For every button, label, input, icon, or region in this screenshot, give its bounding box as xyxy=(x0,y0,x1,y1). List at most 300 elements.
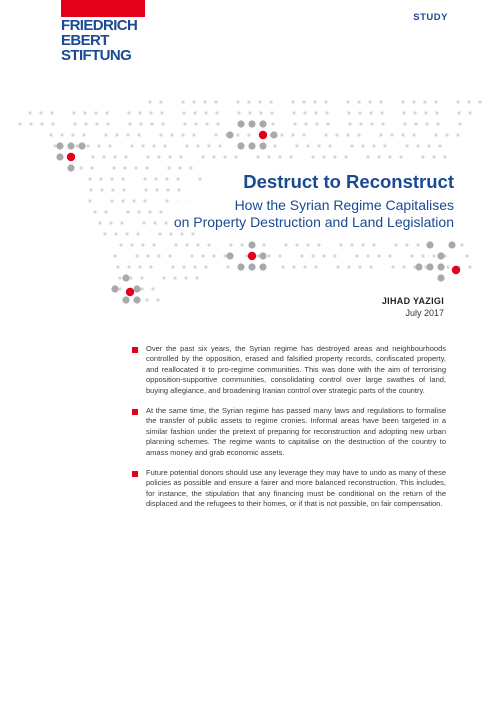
map-dot xyxy=(97,144,100,147)
map-dot xyxy=(153,221,156,224)
map-dot xyxy=(181,133,184,136)
map-dot xyxy=(457,111,460,114)
map-cluster-dot xyxy=(226,252,233,259)
map-dot xyxy=(236,133,239,136)
map-dot xyxy=(300,254,303,257)
map-cluster-dot xyxy=(111,285,118,292)
map-dot xyxy=(368,100,371,103)
map-dot xyxy=(421,254,424,257)
map-dot xyxy=(168,155,171,158)
map-highlight-dot xyxy=(126,288,134,296)
map-dot xyxy=(223,155,226,158)
map-dot xyxy=(193,265,196,268)
map-dot xyxy=(267,254,270,257)
map-dot xyxy=(317,144,320,147)
map-cluster-dot xyxy=(259,120,266,127)
logo-line-3: STIFTUNG xyxy=(61,47,132,64)
map-dot xyxy=(60,133,63,136)
map-dot xyxy=(240,243,243,246)
map-dot xyxy=(49,133,52,136)
map-dot xyxy=(348,122,351,125)
map-cluster-dot xyxy=(259,252,266,259)
map-dot xyxy=(405,243,408,246)
map-dot xyxy=(196,243,199,246)
map-dot xyxy=(271,122,274,125)
map-dot xyxy=(159,210,162,213)
map-dot xyxy=(103,232,106,235)
map-dot xyxy=(75,144,78,147)
map-dot xyxy=(216,122,219,125)
map-dot xyxy=(465,254,468,257)
map-dot xyxy=(361,243,364,246)
map-dot xyxy=(291,133,294,136)
map-cluster-dot xyxy=(248,142,255,149)
map-dot xyxy=(302,133,305,136)
logo-line-2: EBERT xyxy=(61,32,109,49)
map-dot xyxy=(325,111,328,114)
map-dot xyxy=(123,166,126,169)
map-dot xyxy=(193,111,196,114)
map-cluster-dot xyxy=(248,241,255,248)
map-dot xyxy=(218,144,221,147)
map-dot xyxy=(152,144,155,147)
map-dot xyxy=(425,122,428,125)
map-dot xyxy=(416,243,419,246)
map-dot xyxy=(432,254,435,257)
map-highlight-dot xyxy=(248,252,256,260)
map-dot xyxy=(207,243,210,246)
map-cluster-dot xyxy=(237,263,244,270)
map-dot xyxy=(100,188,103,191)
map-dot xyxy=(262,243,265,246)
map-dot xyxy=(372,144,375,147)
map-dot xyxy=(168,254,171,257)
map-dot xyxy=(163,144,166,147)
map-cluster-dot xyxy=(248,263,255,270)
map-dot xyxy=(141,144,144,147)
map-dot xyxy=(152,243,155,246)
map-dot xyxy=(322,155,325,158)
map-dot xyxy=(270,111,273,114)
map-dot xyxy=(40,122,43,125)
map-dot xyxy=(333,254,336,257)
map-dot xyxy=(344,155,347,158)
map-dot xyxy=(207,144,210,147)
map-dot xyxy=(295,243,298,246)
map-dot xyxy=(201,155,204,158)
map-dot xyxy=(128,122,131,125)
map-dot xyxy=(94,111,97,114)
map-dot xyxy=(121,199,124,202)
bullet-square-icon xyxy=(132,471,138,477)
map-dot xyxy=(366,155,369,158)
map-dot xyxy=(112,166,115,169)
map-dot xyxy=(118,276,121,279)
map-cluster-dot xyxy=(133,296,140,303)
map-dot xyxy=(137,133,140,136)
map-dot xyxy=(126,133,129,136)
map-dot xyxy=(91,155,94,158)
map-dot xyxy=(212,254,215,257)
map-dot xyxy=(234,155,237,158)
map-dot xyxy=(435,111,438,114)
map-dot xyxy=(335,133,338,136)
map-dot xyxy=(116,265,119,268)
map-dot xyxy=(369,265,372,268)
map-dot xyxy=(412,133,415,136)
map-dot xyxy=(205,122,208,125)
subtitle-line-1: How the Syrian Regime Capitalises xyxy=(234,197,454,213)
map-dot xyxy=(181,100,184,103)
map-dot xyxy=(142,221,145,224)
summary-bullet xyxy=(118,406,446,458)
map-dot xyxy=(185,144,188,147)
map-dot xyxy=(114,232,117,235)
map-dot xyxy=(122,188,125,191)
map-dot xyxy=(29,122,32,125)
map-dot xyxy=(369,111,372,114)
map-dot xyxy=(247,133,250,136)
map-dot xyxy=(165,177,168,180)
map-dot xyxy=(79,166,82,169)
map-dot xyxy=(412,100,415,103)
map-dot xyxy=(192,100,195,103)
map-dot xyxy=(169,232,172,235)
map-dot xyxy=(214,100,217,103)
map-dot xyxy=(357,100,360,103)
map-dot xyxy=(350,243,353,246)
map-dot xyxy=(196,144,199,147)
map-dot xyxy=(192,133,195,136)
map-dot xyxy=(140,276,143,279)
map-dot xyxy=(191,232,194,235)
map-dot xyxy=(223,254,226,257)
map-dot xyxy=(381,122,384,125)
map-dot xyxy=(289,155,292,158)
map-dot xyxy=(267,155,270,158)
map-dot xyxy=(170,133,173,136)
map-dot xyxy=(109,221,112,224)
map-dot xyxy=(136,232,139,235)
map-dot xyxy=(195,276,198,279)
map-dot xyxy=(284,243,287,246)
map-cluster-dot xyxy=(122,274,129,281)
map-dot xyxy=(456,100,459,103)
map-dot xyxy=(236,100,239,103)
map-dot xyxy=(201,254,204,257)
map-dot xyxy=(278,155,281,158)
map-dot xyxy=(140,287,143,290)
map-dot xyxy=(53,144,56,147)
map-dot xyxy=(468,265,471,268)
map-dot xyxy=(204,265,207,268)
map-cluster-dot xyxy=(259,263,266,270)
map-dot xyxy=(401,133,404,136)
map-cluster-dot xyxy=(437,252,444,259)
map-dot xyxy=(403,122,406,125)
map-dot xyxy=(127,265,130,268)
map-dot xyxy=(315,122,318,125)
map-dot xyxy=(361,144,364,147)
map-dot xyxy=(82,133,85,136)
map-cluster-dot xyxy=(259,142,266,149)
map-dot xyxy=(184,276,187,279)
map-dot xyxy=(269,100,272,103)
map-dot xyxy=(161,122,164,125)
map-dot xyxy=(137,210,140,213)
map-dot xyxy=(144,188,147,191)
author-block xyxy=(382,296,444,318)
map-dot xyxy=(167,166,170,169)
map-dot xyxy=(358,265,361,268)
map-highlight-dot xyxy=(259,131,267,139)
map-dot xyxy=(102,155,105,158)
map-dot xyxy=(414,122,417,125)
map-dot xyxy=(458,122,461,125)
map-dot xyxy=(71,133,74,136)
map-dot xyxy=(292,265,295,268)
map-dot xyxy=(105,111,108,114)
map-cluster-dot xyxy=(237,142,244,149)
subtitle-line-2: on Property Destruction and Land Legislation xyxy=(173,214,454,230)
map-dot xyxy=(357,133,360,136)
bullet-square-icon xyxy=(132,347,138,353)
map-dot xyxy=(108,144,111,147)
map-dot xyxy=(88,177,91,180)
map-dot xyxy=(346,133,349,136)
map-dot xyxy=(119,243,122,246)
map-dot xyxy=(157,155,160,158)
map-dot xyxy=(377,254,380,257)
map-dot xyxy=(402,265,405,268)
map-dot xyxy=(292,111,295,114)
map-dot xyxy=(358,111,361,114)
map-dot xyxy=(215,111,218,114)
map-dot xyxy=(311,254,314,257)
document-type-label: STUDY xyxy=(413,12,448,23)
map-dot xyxy=(229,243,232,246)
map-dot xyxy=(111,188,114,191)
map-dot xyxy=(149,111,152,114)
map-dot xyxy=(90,166,93,169)
map-dot xyxy=(99,177,102,180)
map-dot xyxy=(280,133,283,136)
map-cluster-dot xyxy=(56,153,63,160)
map-dot xyxy=(339,243,342,246)
map-dot xyxy=(434,133,437,136)
map-dot xyxy=(317,243,320,246)
bullet-text: At the same time, the Syrian regime has passed many laws and regulations to formalise the transfer of public assets to regime cronies. Informal areas have been targeted in a similar fashion under the pretext of preparing for reconstruction and adopting new urban planning schemes. The regime wants to capitalise on the destruction of the country to amass money and grab economic assets. xyxy=(146,406,446,457)
map-dot xyxy=(89,188,92,191)
map-dot xyxy=(278,254,281,257)
map-dot xyxy=(183,122,186,125)
map-dot xyxy=(72,111,75,114)
map-cluster-dot xyxy=(426,263,433,270)
map-dot xyxy=(158,232,161,235)
title-block xyxy=(174,170,454,231)
map-cluster-dot xyxy=(248,120,255,127)
map-dot xyxy=(302,100,305,103)
map-dot xyxy=(157,254,160,257)
map-dot xyxy=(143,199,146,202)
map-dot xyxy=(303,111,306,114)
map-dot xyxy=(366,254,369,257)
map-dot xyxy=(18,122,21,125)
map-dot xyxy=(126,210,129,213)
map-dot xyxy=(226,265,229,268)
map-dot xyxy=(359,122,362,125)
map-dot xyxy=(304,122,307,125)
map-dot xyxy=(456,133,459,136)
summary-bullet xyxy=(118,468,446,510)
map-dot xyxy=(314,265,317,268)
map-dot xyxy=(421,155,424,158)
map-dot xyxy=(259,111,262,114)
bullet-text: Future potential donors should use any leverage they may have to undo as many of these policies as possible and ensure a fairer and more balanced reconstruction. This includes, for instance, the stipulation that any financing must be conditional on the return of the displaced and the refugees to their homes, or if that is not possible, on fair compensation. xyxy=(146,468,446,509)
summary-bullets xyxy=(118,344,446,520)
map-dot xyxy=(377,155,380,158)
map-cluster-dot xyxy=(67,142,74,149)
map-dot xyxy=(445,133,448,136)
map-dot xyxy=(143,177,146,180)
map-dot xyxy=(401,100,404,103)
map-dot xyxy=(388,155,391,158)
map-dot xyxy=(83,111,86,114)
map-dot xyxy=(155,188,158,191)
map-dot xyxy=(159,100,162,103)
map-dot xyxy=(350,144,353,147)
map-dot xyxy=(291,100,294,103)
map-dot xyxy=(121,177,124,180)
map-dot xyxy=(347,265,350,268)
map-cluster-dot xyxy=(67,164,74,171)
map-dot xyxy=(443,155,446,158)
map-dot xyxy=(98,221,101,224)
map-dot xyxy=(190,254,193,257)
map-dot xyxy=(162,276,165,279)
map-dot xyxy=(281,265,284,268)
map-dot xyxy=(86,144,89,147)
map-dot xyxy=(132,199,135,202)
map-dot xyxy=(258,100,261,103)
map-dot xyxy=(113,254,116,257)
map-dot xyxy=(247,100,250,103)
summary-bullet xyxy=(118,344,446,396)
map-dot xyxy=(306,144,309,147)
map-dot xyxy=(156,298,159,301)
map-dot xyxy=(141,243,144,246)
map-dot xyxy=(313,100,316,103)
map-dot xyxy=(84,122,87,125)
map-cluster-dot xyxy=(437,263,444,270)
map-highlight-dot xyxy=(452,266,460,274)
map-dot xyxy=(402,111,405,114)
map-dot xyxy=(256,155,259,158)
map-dot xyxy=(467,100,470,103)
map-dot xyxy=(88,199,91,202)
map-dot xyxy=(174,243,177,246)
map-dot xyxy=(346,100,349,103)
map-cluster-dot xyxy=(56,142,63,149)
map-dot xyxy=(173,276,176,279)
map-dot xyxy=(160,111,163,114)
map-dot xyxy=(151,287,154,290)
map-dot xyxy=(104,210,107,213)
map-dot xyxy=(372,243,375,246)
map-dot xyxy=(39,111,42,114)
map-dot xyxy=(106,122,109,125)
map-dot xyxy=(115,133,118,136)
map-dot xyxy=(150,122,153,125)
map-cluster-dot xyxy=(437,274,444,281)
bullet-square-icon xyxy=(132,409,138,415)
map-cluster-dot xyxy=(122,296,129,303)
map-dot xyxy=(95,122,98,125)
map-dot xyxy=(130,144,133,147)
map-dot xyxy=(146,155,149,158)
map-dot xyxy=(148,210,151,213)
map-dot xyxy=(326,122,329,125)
map-dot xyxy=(113,155,116,158)
map-dot xyxy=(410,254,413,257)
map-dot xyxy=(314,111,317,114)
map-dot xyxy=(322,254,325,257)
map-dot xyxy=(171,265,174,268)
map-dot xyxy=(438,144,441,147)
map-dot xyxy=(154,177,157,180)
page-subtitle xyxy=(174,197,454,231)
map-dot xyxy=(380,111,383,114)
map-dot xyxy=(214,133,217,136)
map-dot xyxy=(405,144,408,147)
map-dot xyxy=(413,111,416,114)
map-dot xyxy=(180,232,183,235)
bullet-text: Over the past six years, the Syrian regime has destroyed areas and neighbourhoods controlled by the opposition, erased and falsified property records, confiscated property, and reallocated it to pro-regime communities. This was done with the aim of terrorising opposition-supportive communities, consolidating control over large swathes of land, buying allegiance, and broadening Iranian control over strategic parts of the country. xyxy=(146,344,446,395)
map-dot xyxy=(50,111,53,114)
map-dot xyxy=(159,133,162,136)
map-dot xyxy=(182,111,185,114)
map-dot xyxy=(237,111,240,114)
map-cluster-dot xyxy=(426,241,433,248)
map-dot xyxy=(416,144,419,147)
map-dot xyxy=(164,221,167,224)
map-dot xyxy=(146,254,149,257)
map-dot xyxy=(124,155,127,158)
map-dot xyxy=(149,265,152,268)
map-dot xyxy=(248,111,251,114)
map-dot xyxy=(295,144,298,147)
map-dot xyxy=(293,122,296,125)
map-dot xyxy=(468,111,471,114)
map-dot xyxy=(394,243,397,246)
map-dot xyxy=(427,144,430,147)
map-dot xyxy=(145,166,148,169)
map-dot xyxy=(324,133,327,136)
map-dot xyxy=(166,188,169,191)
map-dot xyxy=(324,100,327,103)
map-dot xyxy=(446,265,449,268)
map-dot xyxy=(355,254,358,257)
map-dot xyxy=(347,111,350,114)
map-dot xyxy=(424,111,427,114)
logo-line-1: FRIEDRICH xyxy=(61,17,138,34)
publication-date: July 2017 xyxy=(405,308,444,318)
map-dot xyxy=(306,243,309,246)
map-dot xyxy=(204,111,207,114)
map-cluster-dot xyxy=(415,263,422,270)
map-dot xyxy=(145,298,148,301)
map-cluster-dot xyxy=(78,142,85,149)
